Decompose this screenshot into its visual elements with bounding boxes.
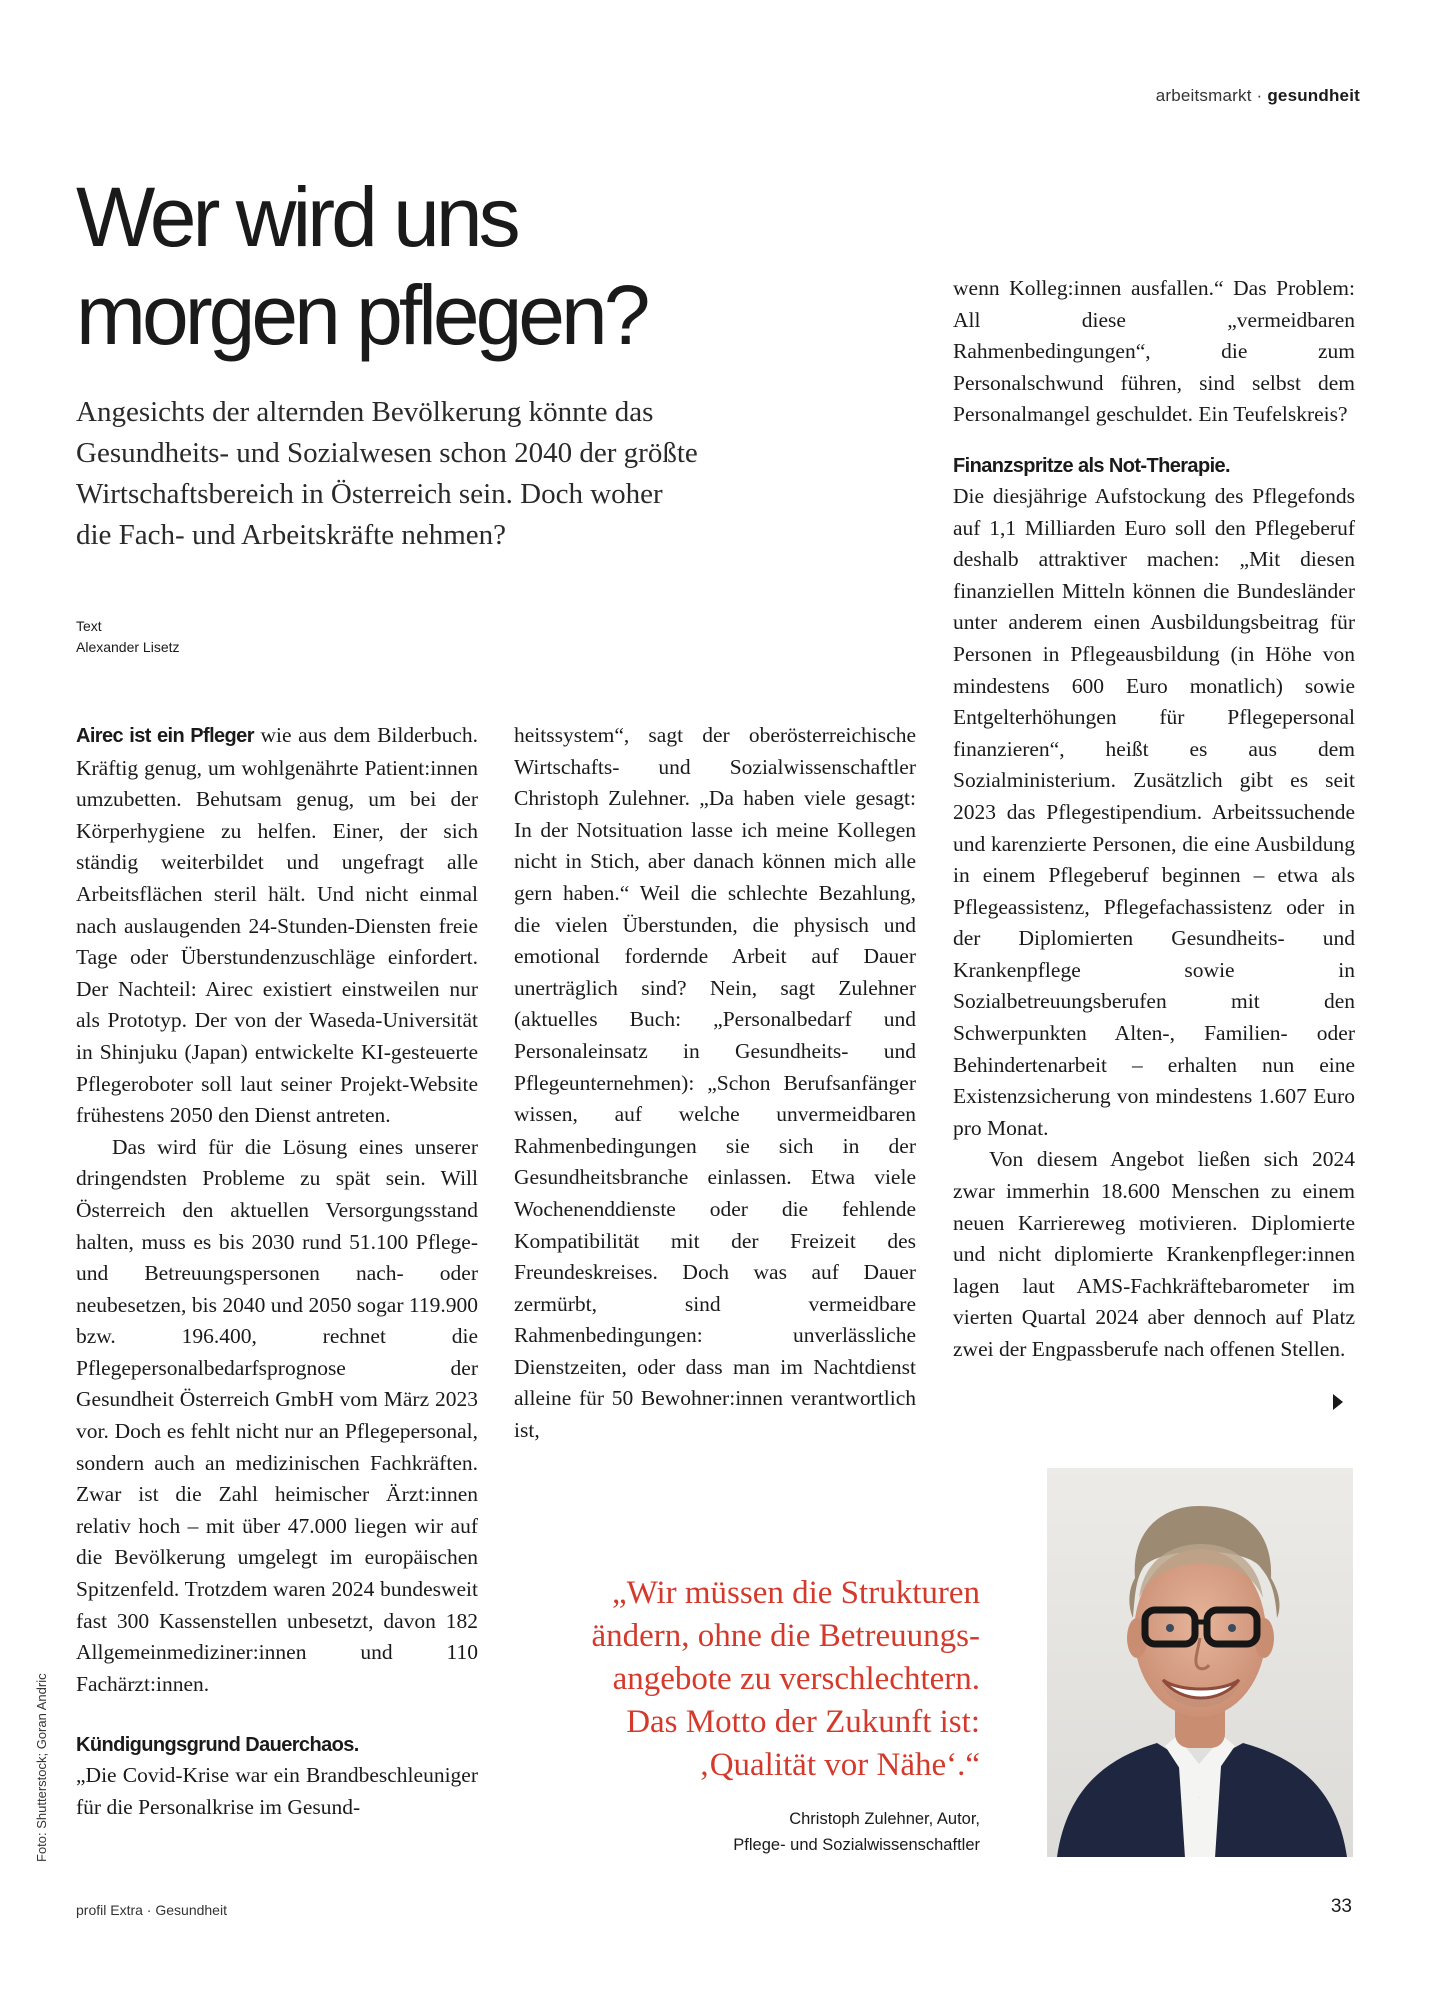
attribution-line: Christoph Zulehner, Autor, bbox=[789, 1810, 980, 1828]
lead-line: die Fach- und Arbeitskräfte nehmen? bbox=[76, 519, 507, 551]
quote-line: „Wir müssen die Strukturen bbox=[611, 1575, 980, 1611]
section-name: gesundheit bbox=[1267, 86, 1360, 105]
subheading: Kündigungsgrund Dauerchaos. bbox=[76, 1734, 359, 1757]
paragraph-text: wie aus dem Bilderbuch. Kräftig genug, um wohlgenährte Patient:innen umzubetten. Behutsam genug, um bei der Körperhygiene zu helfen. Einer, der sich ständig weiterbildet und ungefragt alle Arbeitsflächen steril hält. Und nicht einmal nach auslaugenden 24-Stunden-Diensten freie Tage oder Überstundenzuschläge einfordert. Der Nachteil: Airec existiert einstweilen nur als Prototyp. Der von der Waseda-Universität in Shinjuku (Japan) entwickelte KI-gesteuerte Pflegeroboter soll laut seiner Projekt-Website frühestens 2050 den Dienst antreten. bbox=[76, 723, 478, 1128]
photo-credit: Foto: Shutterstock; Goran Andric bbox=[34, 1673, 49, 1862]
article-column-1 bbox=[76, 720, 478, 1824]
portrait-photo bbox=[1047, 1468, 1353, 1857]
quote-line: ‚Qualität vor Nähe‘.“ bbox=[698, 1747, 980, 1783]
footer-publication: profil Extra · Gesundheit bbox=[76, 1902, 227, 1918]
body-paragraph: Das wird für die Lösung eines unserer dringendsten Probleme zu spät sein. Will Österreich den aktuellen Versorgungsstand halten, muss es bis 2030 rund 51.100 Pflege- und Betreuungspersonen nach- oder neubesetzen, bis 2040 und 2050 sogar 119.900 bzw. 196.400, rechnet die Pflegepersonalbedarfsprognose der Gesundheit Österreich GmbH vom März 2023 vor. Doch es fehlt nicht nur an Pflegepersonal, sondern auch an medizinischen Fachkräften. Zwar ist die Zahl heimischer Ärzt:innen relativ hoch – mit über 47.000 liegen wir auf die Bevölkerung umgelegt im europäischen Spitzenfeld. Trotzdem waren 2024 bundesweit fast 300 Kassenstellen unbesetzt, davon 182 Allgemeinmediziner:innen und 110 Fachärzt:innen. bbox=[76, 1134, 478, 1696]
body-paragraph: Die diesjährige Aufstockung des Pflegefonds auf 1,1 Milliarden Euro soll den Pflegeberuf deshalb attraktiver machen: „Mit diesen finanziellen Mitteln können die Bundesländer unter anderem einen Ausbildungsbeitrag für Personen in Pflegeausbildung (in Höhe von mindestens 600 Euro monatlich) sowie Entgelterhöhungen für Pflegepersonal finanzieren“, heißt es aus dem Sozialministerium. Zusätzlich gibt es seit 2023 das Pflegestipendium. Arbeitssuchende und karenzierte Personen, die eine Ausbildung in einem Pflegeberuf beginnen – etwa als Pflegeassistenz, Pflegefachassistenz oder in der Diplomierten Gesundheits- und Krankenpflege sowie in Sozialbetreuungsberufen mit den Schwerpunkten Alten-, Familien- oder Behindertenarbeit – erhalten nun eine Existenzsicherung von mindestens 1.607 Euro pro Monat. bbox=[953, 483, 1355, 1140]
subheading: Finanzspritze als Not-Therapie. bbox=[953, 454, 1231, 477]
lead-line: Gesundheits- und Sozialwesen schon 2040 der größte bbox=[76, 437, 698, 469]
attribution-line: Pflege- und Sozialwissenschaftler bbox=[733, 1836, 980, 1854]
quote-attribution bbox=[560, 1806, 980, 1858]
body-paragraph: Von diesem Angebot ließen sich 2024 zwar immerhin 18.600 Menschen zu einem neuen Karriereweg motivieren. Diplomierte und nicht diplomierte Krankenpfleger:innen lagen laut AMS-Fachkräftebarometer im vierten Quartal 2024 aber dennoch auf Platz zwei der Engpassberufe nach offenen Stellen. bbox=[953, 1147, 1355, 1361]
body-paragraph: „Die Covid-Krise war ein Brandbeschleuniger für die Personalkrise im Gesund- bbox=[76, 1763, 478, 1819]
paragraph-kicker: Airec ist ein Pfleger bbox=[76, 725, 254, 747]
body-paragraph: wenn Kolleg:innen ausfallen.“ Das Problem: All diese „vermeidbaren Rahmenbedingungen“, die zum Personalschwund führen, sind selbst dem Personalmangel geschuldet. Ein Teufelskreis? bbox=[953, 276, 1355, 427]
body-paragraph: heitssystem“, sagt der oberösterreichische Wirtschafts- und Sozialwissenschaftler Christoph Zulehner. „Da haben viele gesagt: In der Notsituation lasse ich meine Kollegen nicht in Stich, aber danach können mich alle gern haben.“ Weil die schlechte Bezahlung, die vielen Überstunden, die physisch und emotional fordernde Arbeit auf Dauer unerträglich sind? Nein, sagt Zulehner (aktuelles Buch: „Personalbedarf und Personaleinsatz in Gesundheits- und Pflegeunternehmen): „Schon Berufsanfänger wissen, auf welche unvermeidbaren Rahmenbedingungen sie sich in der Gesundheitsbranche einlassen. Etwa viele Wochenenddienste oder die fehlende Kompatibilität mit der Freizeit des Freundeskreises. Doch was auf Dauer zermürbt, sind vermeidbare Rahmenbedingungen: unverlässliche Dienstzeiten, oder dass man im Nachtdienst alleine für 50 Bewohner:innen verantwortlich ist, bbox=[514, 723, 916, 1443]
headline-line: Wer wird uns bbox=[76, 170, 517, 264]
credit-label: Text bbox=[76, 618, 102, 634]
article-column-3 bbox=[953, 273, 1355, 1366]
author-credit bbox=[76, 616, 180, 658]
section-prefix: arbeitsmarkt · bbox=[1155, 86, 1268, 105]
triangle-right-icon bbox=[1333, 1394, 1343, 1410]
page-number: 33 bbox=[1330, 1896, 1352, 1917]
quote-line: ändern, ohne die Betreuungs- bbox=[591, 1618, 980, 1654]
credit-author: Alexander Lisetz bbox=[76, 639, 180, 655]
headline bbox=[76, 168, 816, 364]
body-paragraph bbox=[76, 720, 478, 1132]
lead-paragraph bbox=[76, 392, 776, 556]
quote-line: angebote zu verschlechtern. bbox=[612, 1661, 980, 1697]
lead-line: Angesichts der alternden Bevölkerung könnte das bbox=[76, 396, 654, 428]
section-tag bbox=[1156, 86, 1360, 106]
pull-quote bbox=[530, 1572, 980, 1787]
portrait-illustration bbox=[1047, 1468, 1353, 1857]
headline-line: morgen pflegen? bbox=[76, 268, 647, 362]
lead-line: Wirtschaftsbereich in Österreich sein. Doch woher bbox=[76, 478, 663, 510]
quote-line: Das Motto der Zukunft ist: bbox=[626, 1704, 980, 1740]
article-column-2 bbox=[514, 720, 916, 1447]
